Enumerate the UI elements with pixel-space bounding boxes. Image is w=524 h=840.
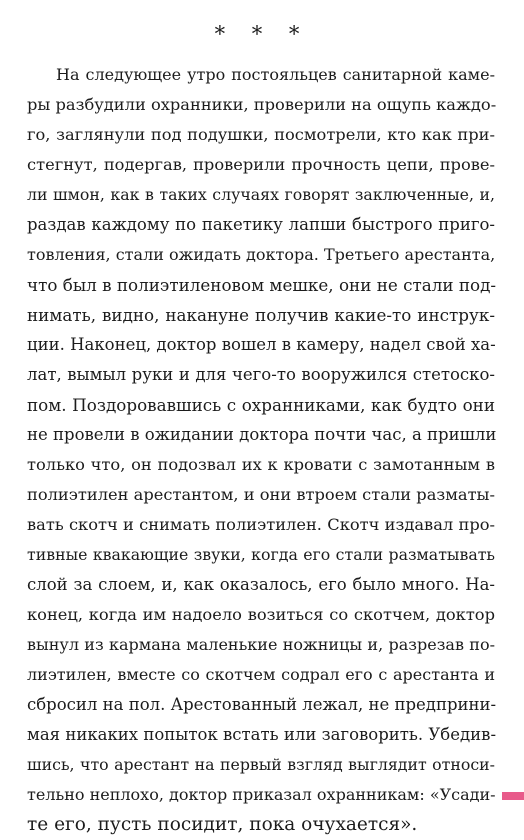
text-line: что был в полиэтиленовом мешке, они не стали под- xyxy=(27,275,497,295)
text-line: пом. Поздоровавшись с охранниками, как будто они xyxy=(27,395,495,415)
text-line: го, заглянули под подушки, посмотрели, кто как при- xyxy=(27,125,495,144)
text-line: ры разбудили охранники, проверили на ощупь каждо- xyxy=(27,95,497,114)
text-line: нимать, видно, накануне получив какие-то инструк- xyxy=(27,305,495,325)
text-line: ли шмон, как в таких случаях говорят заключенные, и, xyxy=(27,185,495,204)
text-line: полиэтилен арестантом, и они втроем стали разматы- xyxy=(27,485,495,504)
text-line: те его, пусть посидит, пока очухается». xyxy=(27,814,418,835)
text-line: мая никаких попыток встать или заговорить. Убедив- xyxy=(27,725,497,744)
text-line: сбросил на пол. Арестованный лежал, не предприни- xyxy=(27,695,497,714)
text-line: тивные квакающие звуки, когда его стали разматывать xyxy=(27,545,495,564)
text-line: товления, стали ожидать доктора. Третьего арестанта, xyxy=(27,245,496,264)
text-line: вынул из кармана маленькие ножницы и, разрезав по- xyxy=(27,635,495,654)
text-line: конец, когда им надоело возиться со скотчем, доктор xyxy=(27,605,495,624)
text-line: слой за слоем, и, как оказалось, его было много. На- xyxy=(27,575,495,594)
text-line: не провели в ожидании доктора почти час, а пришли xyxy=(27,425,497,444)
text-line: лиэтилен, вместе со скотчем содрал его с арестанта и xyxy=(27,665,495,684)
corner-marker xyxy=(502,792,524,800)
text-line: На следующее утро постояльцев санитарной каме- xyxy=(56,65,495,84)
text-line: шись, что арестант на первый взгляд выглядит относи- xyxy=(27,755,495,774)
text-line: ции. Наконец, доктор вошел в камеру, надел свой ха- xyxy=(27,335,496,354)
text-line: тельно неплохо, доктор приказал охранникам: «Усади- xyxy=(27,785,496,804)
text-line: стегнут, подергав, проверили прочность цепи, прове- xyxy=(27,155,495,174)
text-line: раздав каждому по пакетику лапши быстрого приго- xyxy=(27,215,495,234)
section-separator: * * * xyxy=(214,22,310,46)
text-line: лат, вымыл руки и для чего-то вооружился стетоско- xyxy=(27,365,495,384)
text-line: вать скотч и снимать полиэтилен. Скотч издавал про- xyxy=(27,515,495,534)
text-line: только что, он подозвал их к кровати с замотанным в xyxy=(27,455,495,474)
